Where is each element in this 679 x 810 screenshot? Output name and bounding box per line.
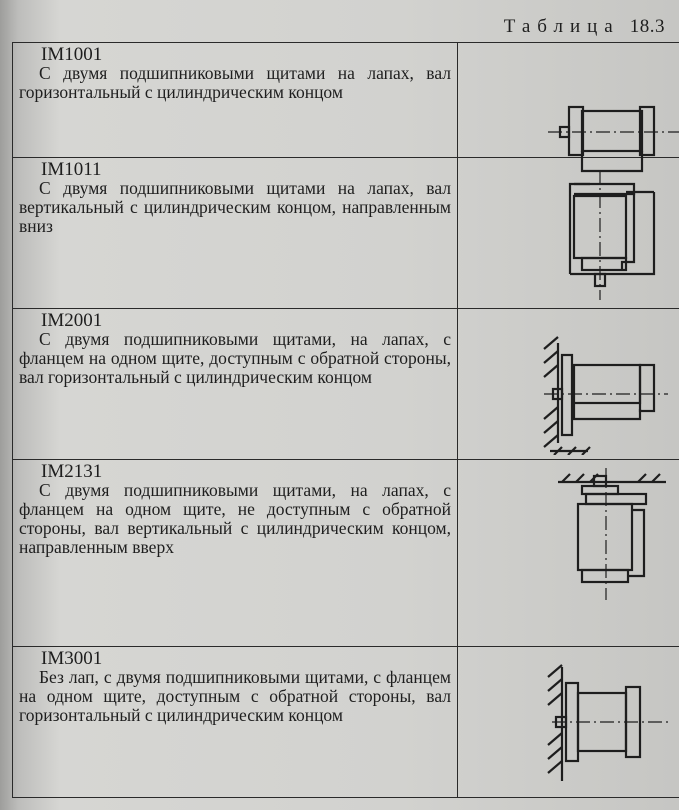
mounting-text: С двумя подшипниковыми щитами на лапах, вал вертикальный с цилиндрическим концом, направленным вниз <box>19 177 451 236</box>
row-figure <box>458 157 679 308</box>
mounting-text: С двумя подшипниковыми щитами на лапах, вал горизонтальный с цилиндрическим концом <box>19 63 451 102</box>
mounting-text: Без лап, с двумя подшипниковыми щитами, с фланцем на одном щите, доступным с обратной стороны, вал горизонтальный с цилиндрическим концом <box>19 666 451 725</box>
mounting-text: С двумя подшипниковыми щитами, на лапах, с фланцем на одном щите, не доступным с обратной стороны, вал вертикальный с цилиндрическим концом, направленным вверх <box>19 479 451 557</box>
vertical-shaft-down-icon <box>458 158 679 304</box>
table-row <box>13 459 679 646</box>
table-row <box>13 308 679 459</box>
row-description <box>13 459 458 646</box>
mounting-types-table <box>12 42 679 798</box>
row-description <box>13 646 458 797</box>
table-caption <box>504 16 665 38</box>
flange-vertical-up-icon <box>458 460 679 606</box>
mounting-code: IM1001 <box>41 44 103 65</box>
row-figure <box>458 459 679 646</box>
flange-horizontal-feet-icon <box>458 309 679 455</box>
row-description <box>13 157 458 308</box>
row-description <box>13 43 458 158</box>
mounting-code: IM2001 <box>41 309 103 331</box>
mounting-code: IM1011 <box>41 158 102 180</box>
table-row <box>13 646 679 797</box>
table-row <box>13 43 679 158</box>
mounting-code: IM2131 <box>41 460 103 482</box>
mounting-text: С двумя подшипниковыми щитами, на лапах, с фланцем на одном щите, доступным с обратной стороны, вал горизонтальный с цилиндрическим концом <box>19 328 451 387</box>
table-row <box>13 157 679 308</box>
table-caption-word: Таблица <box>503 16 620 37</box>
row-figure <box>458 43 679 158</box>
row-figure <box>458 646 679 797</box>
row-description <box>13 308 458 459</box>
flange-horizontal-no-feet-icon <box>458 647 679 793</box>
table-caption-number: 18.3 <box>629 16 665 37</box>
mounting-code: IM3001 <box>41 647 103 669</box>
row-figure <box>458 308 679 459</box>
